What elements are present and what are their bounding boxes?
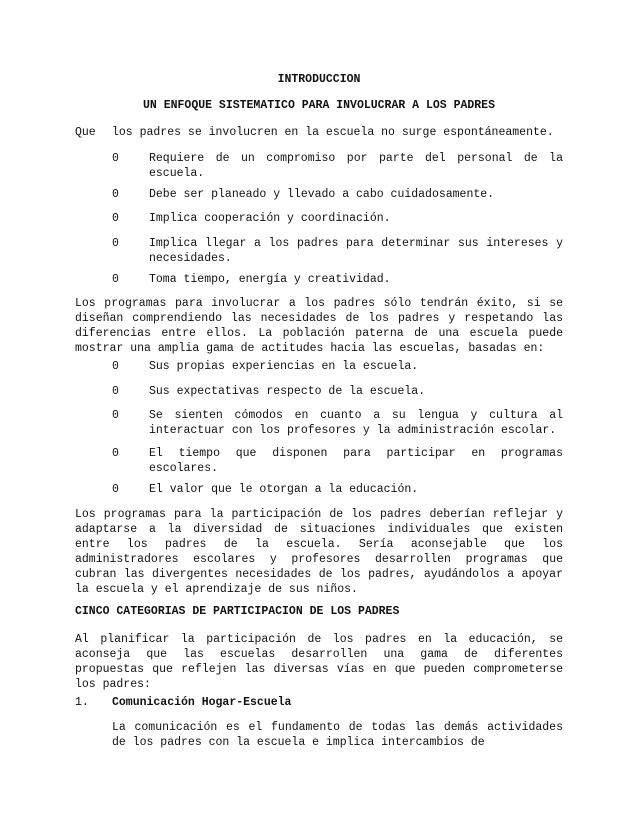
bullet-marker: 0 (112, 360, 119, 373)
page-title: INTRODUCCION (277, 73, 361, 86)
bullet-marker: 0 (112, 385, 119, 398)
intro-lead-word: Que (75, 126, 96, 139)
bullet-marker: 0 (112, 409, 119, 422)
bullet-item: Sus expectativas respecto de la escuela. (149, 385, 426, 398)
bullet-item: Sus propias experiencias en la escuela. (149, 360, 419, 373)
bullet-marker: 0 (112, 188, 119, 201)
list-item-title: Comunicación Hogar-Escuela (112, 696, 292, 709)
list-number: 1. (75, 696, 89, 709)
section-heading: CINCO CATEGORIAS DE PARTICIPACION DE LOS PADRES (75, 605, 400, 618)
bullet-marker: 0 (112, 447, 119, 460)
bullet-item: Implica cooperación y coordinación. (149, 212, 391, 225)
bullet-item: Toma tiempo, energía y creatividad. (149, 273, 391, 286)
bullet-item: Implica llegar a los padres para determinar sus intereses y necesidades. (149, 237, 563, 265)
paragraph: Los programas para involucrar a los padres sólo tendrán éxito, si se diseñan comprendiendo las necesidades de los padres y respetando las diferencias entre ellos. La población paterna de una escuela puede mostrar una amplia gama de actitudes hacia las escuelas, basadas en: (75, 297, 563, 355)
bullet-marker: 0 (112, 152, 119, 165)
bullet-marker: 0 (112, 483, 119, 496)
intro-sentence: los padres se involucren en la escuela no surge espontáneamente. (112, 126, 554, 139)
bullet-item: Requiere de un compromiso por parte del personal de la escuela. (149, 152, 563, 180)
paragraph: Al planificar la participación de los padres en la educación, se aconseja que las escuelas desarrollen una gama de diferentes propuestas que reflejen las diversas vías en que pueden comprometerse los padres: (75, 633, 563, 691)
bullet-item: Se sienten cómodos en cuanto a su lengua y cultura al interactuar con los profesores y la administración escolar. (149, 409, 563, 437)
paragraph: Los programas para la participación de los padres deberían reflejar y adaptarse a la diversidad de situaciones individuales que existen entre los padres de la escuela. Sería aconsejable que los administradores escolares y profesores desarrollen programas que cubran las divergentes necesidades de los padres, ayudándolos a apoyar la escuela y el aprendizaje de sus niños. (75, 508, 563, 596)
bullet-marker: 0 (112, 237, 119, 250)
bullet-item: Debe ser planeado y llevado a cabo cuidadosamente. (149, 188, 495, 201)
bullet-marker: 0 (112, 273, 119, 286)
bullet-item: El tiempo que disponen para participar en programas escolares. (149, 447, 563, 475)
list-item-paragraph: La comunicación es el fundamento de todas las demás actividades de los padres con la escuela e implica intercambios de (112, 721, 563, 749)
bullet-item: El valor que le otorgan a la educación. (149, 483, 419, 496)
bullet-marker: 0 (112, 212, 119, 225)
page-subtitle: UN ENFOQUE SISTEMATICO PARA INVOLUCRAR A LOS PADRES (143, 99, 495, 112)
